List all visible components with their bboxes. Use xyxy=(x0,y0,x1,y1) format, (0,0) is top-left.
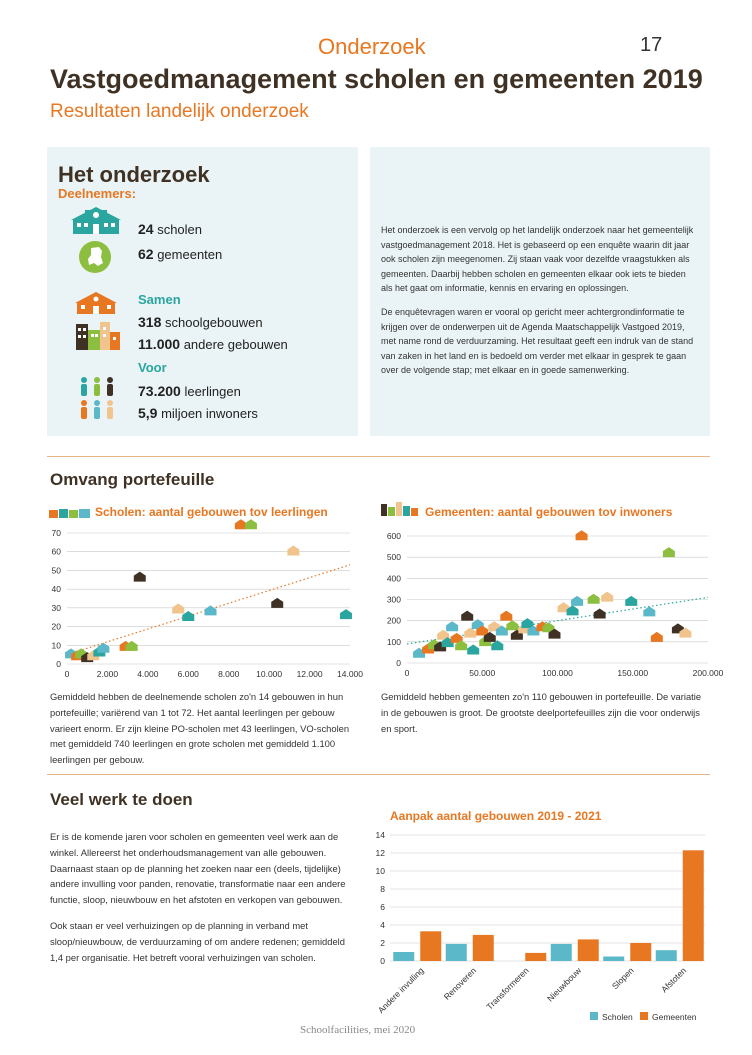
municipalities-y-tick-label: 0 xyxy=(396,658,401,668)
participants-label: Deelnemers: xyxy=(58,186,137,201)
students-stat: 73.200 leerlingen xyxy=(138,383,241,399)
divider xyxy=(47,774,710,775)
city-buildings-mini-icon xyxy=(381,502,419,516)
municipalities-x-tick-label: 0 xyxy=(404,668,410,678)
legend-swatch-scholen xyxy=(590,1012,598,1020)
municipalities-point xyxy=(521,618,533,628)
schools-point xyxy=(287,545,299,555)
schools-x-tick-label: 10.000 xyxy=(256,669,283,679)
bar-scholen xyxy=(656,950,677,961)
municipalities-y-tick-label: 500 xyxy=(386,552,401,563)
schools-point xyxy=(271,598,283,608)
municipalities-stat: 62 gemeenten xyxy=(138,246,223,262)
school-building-icon xyxy=(75,292,117,314)
work-text xyxy=(50,829,352,965)
bar-category-label: Renoveren xyxy=(441,965,479,1002)
schools-y-tick-label: 0 xyxy=(56,659,61,669)
municipalities-point xyxy=(461,611,473,621)
schools-y-tick-label: 10 xyxy=(51,640,61,651)
schools-point xyxy=(172,603,184,613)
bar-y-tick-label: 14 xyxy=(375,830,385,840)
bar-y-tick-label: 6 xyxy=(380,902,385,912)
schools-scatter-chart xyxy=(30,522,363,687)
work-bar-chart xyxy=(360,826,712,1026)
school-icon xyxy=(71,207,121,235)
bar-category-label: Nieuwbouw xyxy=(545,965,584,1004)
schools-y-tick-label: 40 xyxy=(51,584,61,595)
school-buildings-stat: 318 schoolgebouwen xyxy=(138,314,263,330)
for-label: Voor xyxy=(138,360,167,375)
bar-scholen xyxy=(393,952,414,961)
schools-y-tick-label: 70 xyxy=(51,528,61,538)
schools-x-tick-label: 0 xyxy=(64,669,70,679)
summary-title: Het onderzoek xyxy=(58,162,210,187)
bar-category-label: Afstoten xyxy=(659,965,689,995)
municipalities-y-tick-label: 300 xyxy=(386,594,401,605)
municipalities-y-tick-label: 400 xyxy=(386,573,401,584)
schools-point xyxy=(340,609,352,619)
schools-y-tick-label: 30 xyxy=(51,602,61,613)
bar-y-tick-label: 4 xyxy=(380,920,385,930)
work-heading: Veel werk te doen xyxy=(50,790,193,809)
municipalities-point xyxy=(446,621,458,631)
work-paragraph-1: Er is de komende jaren voor scholen en gemeenten veel werk aan de winkel. Allereerst het onderhoudsmanagement van alle gebouwen. Daarnaast staan op de planning het zoeken naar een (deels, tijdelijke) andere invulling voor panden, renovatie, transformatie naar een andere functie, sloop, nieuwbouw en het afstoten en verkopen van gebouwen. xyxy=(50,831,346,906)
page-subtitle: Resultaten landelijk onderzoek xyxy=(50,101,309,122)
bar-y-tick-label: 12 xyxy=(375,848,385,858)
schools-x-tick-label: 8.000 xyxy=(218,669,240,679)
municipalities-x-tick-label: 200.000 xyxy=(692,668,724,678)
other-buildings-stat: 11.000 andere gebouwen xyxy=(138,336,288,352)
city-buildings-icon xyxy=(76,320,120,350)
municipalities-y-tick-label: 600 xyxy=(386,531,401,541)
page-title: Vastgoedmanagement scholen en gemeenten 2019 xyxy=(50,64,703,94)
municipalities-point xyxy=(643,606,655,616)
portfolio-heading: Omvang portefeuille xyxy=(50,470,215,489)
municipalities-point xyxy=(506,620,518,630)
bar-chart-title: Aanpak aantal gebouwen 2019 - 2021 xyxy=(390,809,602,823)
schools-y-tick-label: 60 xyxy=(51,546,61,557)
section-label: Onderzoek xyxy=(318,34,426,59)
schools-chart-title: Scholen: aantal gebouwen tov leerlingen xyxy=(95,505,328,519)
municipalities-chart-title: Gemeenten: aantal gebouwen tov inwoners xyxy=(425,505,673,519)
intro-paragraph-1: Het onderzoek is een vervolg op het landelijk onderzoek naar het gemeentelijk vastgoedmanagement 2018. Het is gebaseerd op een enquête waarin dit jaar ook scholen zijn meegenomen. Zij staan vaak voor dezelfde vraagstukken als gemeenten. Daarbij hebben scholen en gemeenten elkaar ook iets te bieden als het gaat om informatie, kennis en ervaring en oplossingen. xyxy=(381,225,694,294)
school-buildings-mini-icon xyxy=(49,506,91,518)
municipalities-y-tick-label: 100 xyxy=(386,636,401,647)
bar-gemeenten xyxy=(683,850,704,961)
bar-scholen xyxy=(603,957,624,962)
municipalities-point xyxy=(500,611,512,621)
together-label: Samen xyxy=(138,292,181,307)
legend-swatch-gemeenten xyxy=(640,1012,648,1020)
netherlands-map-icon xyxy=(79,241,111,273)
municipalities-x-tick-label: 100.000 xyxy=(542,668,573,678)
bar-scholen xyxy=(446,944,467,961)
schools-stat: 24 scholen xyxy=(138,221,203,237)
municipalities-point xyxy=(625,596,637,606)
schools-y-tick-label: 20 xyxy=(51,621,61,632)
municipalities-scatter-chart xyxy=(360,522,724,687)
municipalities-point xyxy=(467,645,479,655)
bar-y-tick-label: 8 xyxy=(380,884,385,894)
schools-point xyxy=(134,572,146,582)
municipalities-portfolio-text: Gemiddeld hebben gemeenten zo'n 110 gebouwen in portefeuille. De variatie in de gebouwen is groot. De grootste deelportefeuilles zijn die voor onderwijs en sport. xyxy=(381,691,702,734)
bar-gemeenten xyxy=(578,939,599,961)
schools-x-tick-label: 14.000 xyxy=(337,669,363,679)
work-paragraph-2: Ook staan er veel verhuizingen op de planning in verband met sloop/nieuwbouw, de verduurzaming of om andere redenen; gemiddeld 1,4 per organisatie. Het betreft vooral verhuizingen van scholen. xyxy=(50,919,345,963)
intro-text xyxy=(381,223,699,387)
schools-portfolio-text: Gemiddeld hebben de deelnemende scholen zo'n 14 gebouwen in hun portefeuille; variërend van 1 tot 72. Het aantal leerlingen per gebouw varieert enorm. Er zijn kleine PO-scholen met 43 leerlingen, VO-scholen met gemiddeld 740 leerlingen en grote scholen met gemiddeld 1.100 leerlingen per gebouw. xyxy=(50,691,350,766)
municipalities-point xyxy=(588,594,600,604)
municipalities-point xyxy=(576,530,588,540)
intro-paragraph-2: De enquêtevragen waren er vooral op gericht meer achtergrondinformatie te krijgen over de onderwerpen uit de Agenda Maatschappelijk Vastgoed 2019, met name rond de verduurzaming. Het resultaat geeft een indruk van de stand van zaken in het land en is bedoeld om verder met elkaar in gesprek te gaan over de volgende stap; met elkaar en in goede samenwerking. xyxy=(381,306,694,376)
schools-point xyxy=(205,605,217,615)
bar-scholen xyxy=(551,944,572,961)
bar-y-tick-label: 0 xyxy=(380,956,385,966)
bar-gemeenten xyxy=(420,931,441,961)
bar-category-label: Slopen xyxy=(609,965,636,992)
municipalities-y-tick-label: 200 xyxy=(386,615,401,626)
footer: Schoolfacilities, mei 2020 xyxy=(300,1024,416,1036)
municipalities-point xyxy=(663,547,675,557)
bar-gemeenten xyxy=(473,935,494,961)
schools-y-tick-label: 50 xyxy=(51,565,61,576)
legend-label: Scholen xyxy=(602,1012,633,1022)
schools-point xyxy=(97,643,109,653)
schools-x-tick-label: 6.000 xyxy=(177,669,199,679)
schools-x-tick-label: 2.000 xyxy=(96,669,119,679)
municipalities-x-tick-label: 50.000 xyxy=(469,668,496,678)
bar-gemeenten xyxy=(525,953,546,961)
schools-x-tick-label: 4.000 xyxy=(137,669,159,679)
municipalities-point xyxy=(571,596,583,606)
divider xyxy=(47,456,710,457)
municipalities-x-tick-label: 150.000 xyxy=(617,668,649,678)
bar-category-label: Transformeren xyxy=(484,965,531,1012)
municipalities-point xyxy=(601,592,613,602)
people-icon xyxy=(79,377,117,419)
schools-point xyxy=(245,519,257,529)
municipalities-point xyxy=(651,632,663,642)
bar-category-label: Andere invulling xyxy=(375,965,426,1016)
residents-stat: 5,9 miljoen inwoners xyxy=(138,405,258,421)
bar-y-tick-label: 2 xyxy=(380,938,385,948)
legend-label: Gemeenten xyxy=(652,1012,697,1022)
bar-y-tick-label: 10 xyxy=(375,866,385,876)
municipalities-point xyxy=(594,609,606,619)
bar-gemeenten xyxy=(630,943,651,961)
page-number: 17 xyxy=(640,34,663,56)
schools-x-tick-label: 12.000 xyxy=(296,669,323,679)
